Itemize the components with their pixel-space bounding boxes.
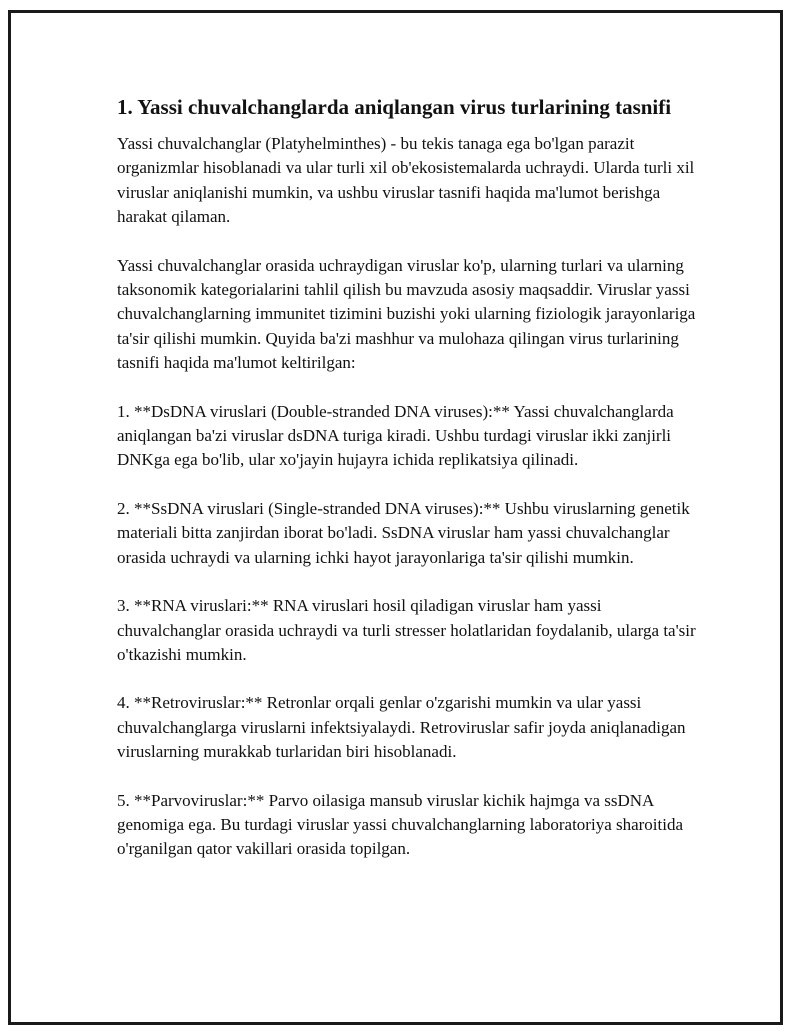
list-item-ssdna: 2. **SsDNA viruslari (Single-stranded DNA viruses):** Ushbu viruslarning genetik materiali bitta zanjirdan iborat bo'ladi. SsDNA viruslar ham yassi chuvalchanglar orasida uchraydi va ularning ichki hayot jarayonlariga ta'sir qilishi mumkin. bbox=[117, 498, 690, 567]
overview-paragraph: Yassi chuvalchanglar orasida uchraydigan viruslar ko'p, ularning turlari va ularning taksonomik kategorialarini tahlil qilish bu mavzuda asosiy maqsaddir. Viruslar yassi chuvalchanglarning immunitet tizimini buzishi yoki ularning fiziologik jarayonlariga ta'sir qilishi mumkin. Quyida ba'zi mashhur va mulohaza qilingan virus turlarining tasnifi haqida ma'lumot keltirilgan: bbox=[117, 255, 696, 373]
intro-paragraph: Yassi chuvalchanglar (Platyhelminthes) - bu tekis tanaga ega bo'lgan parazit organizmlar hisoblanadi va ular turli xil ob'ekosistemalarda uchraydi. Ularda turli xil viruslar aniqlanishi mumkin, va ushbu viruslar tasnifi haqida ma'lumot berishga harakat qilaman. bbox=[117, 134, 695, 227]
list-item-retrovirus: 4. **Retroviruslar:** Retronlar orqali genlar o'zgarishi mumkin va ular yassi chuvalchanglarga viruslarni infektsiyalaydi. Retroviruslar safir joyda aniqlanadigan viruslarning murakkab turlaridan biri hisoblanadi. bbox=[117, 693, 686, 762]
list-item-dsdna: 1. **DsDNA viruslari (Double-stranded DNA viruses):** Yassi chuvalchanglarda aniqlangan ba'zi viruslar dsDNA turiga kiradi. Ushbu turdagi viruslar ikki zanjirli DNKga ega bo'lib, ular xo'jayin hujayra ichida replikatsiya qilinadi. bbox=[117, 401, 674, 470]
list-item-parvovirus: 5. **Parvoviruslar:** Parvo oilasiga mansub viruslar kichik hajmga va ssDNA genomiga ega. Bu turdagi viruslar yassi chuvalchanglarning laboratoriya sharoitida o'rganilgan qator vakillari orasida topilgan. bbox=[117, 790, 684, 859]
document-title: 1. Yassi chuvalchanglarda aniqlangan virus turlarining tasnifi bbox=[117, 95, 672, 119]
list-item-rna: 3. **RNA viruslari:** RNA viruslari hosil qiladigan viruslar ham yassi chuvalchanglar orasida uchraydi va turli stresser holatlaridan foydalanib, ularga ta'sir o'tkazishi mumkin. bbox=[117, 596, 696, 664]
document-body bbox=[117, 92, 697, 886]
